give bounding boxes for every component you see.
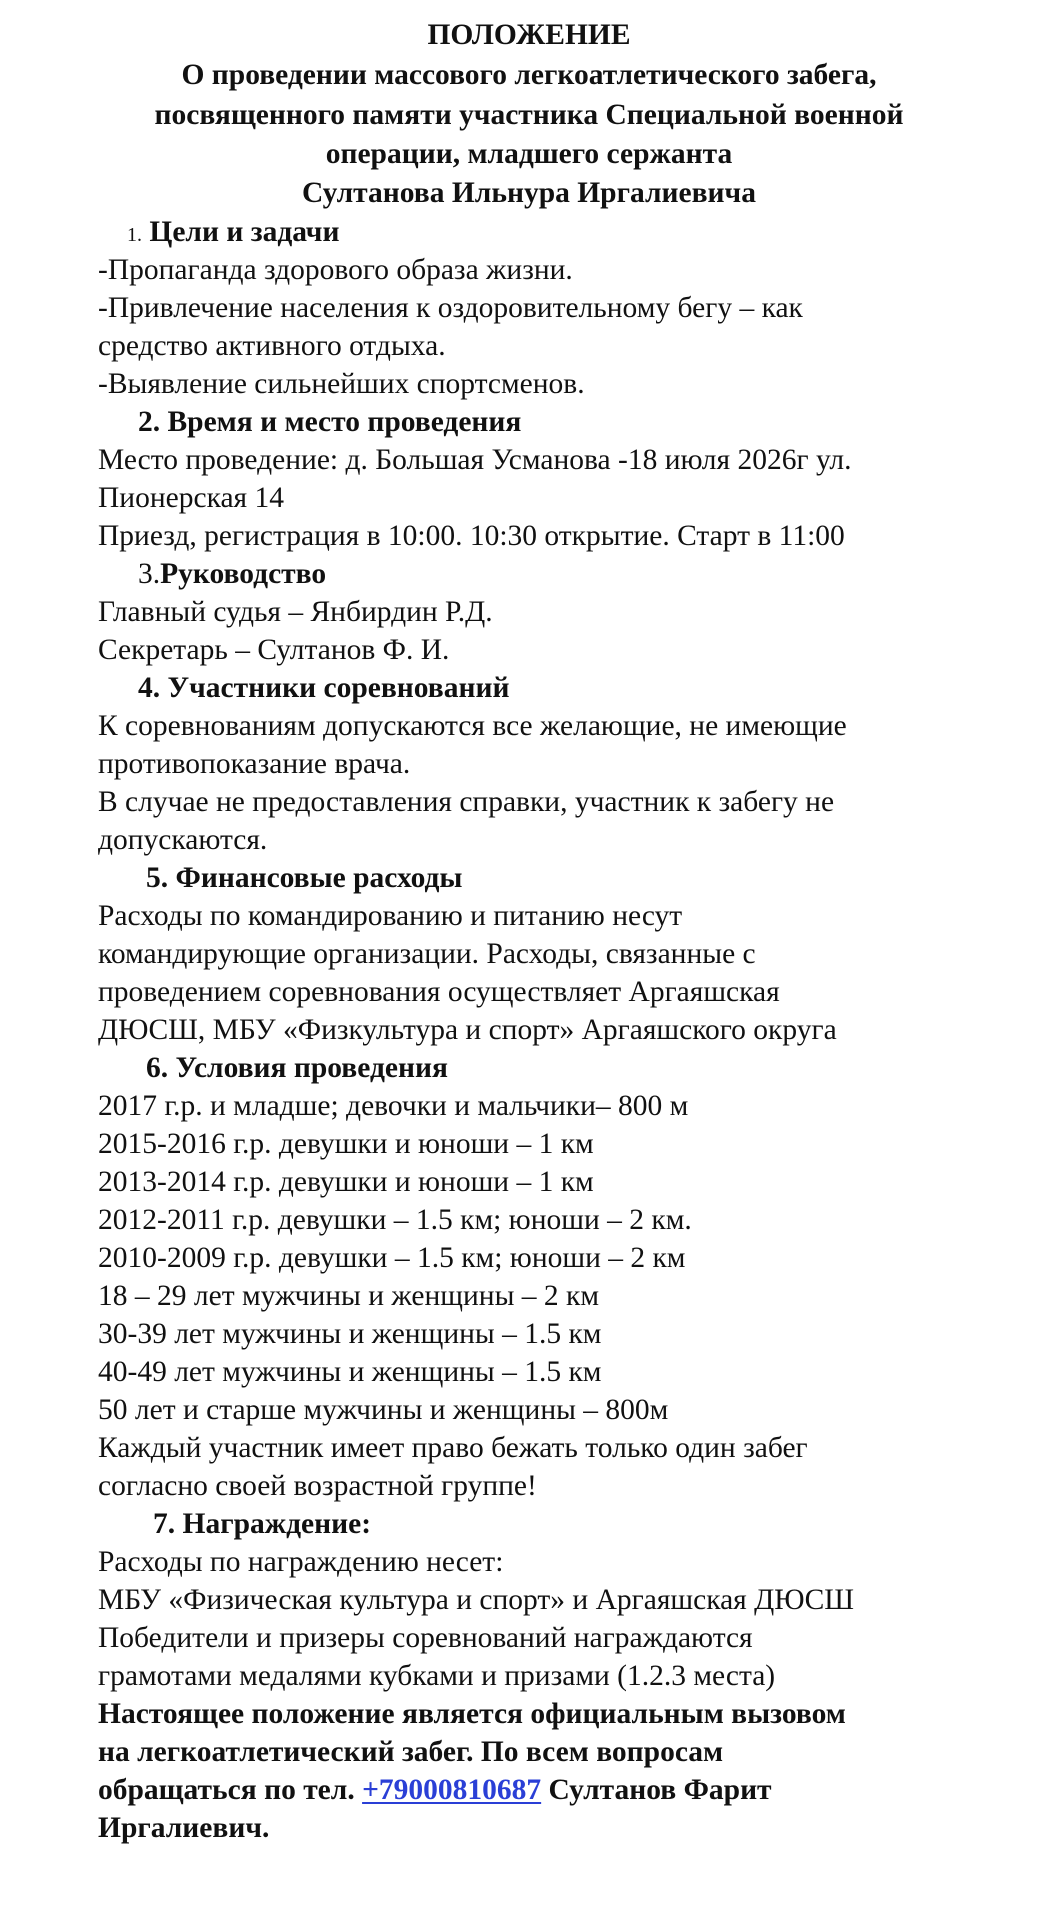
- condition-line: 2010-2009 г.р. девушки – 1.5 км; юноши – 2 км: [98, 1242, 686, 1274]
- section-heading-time-place: 2. Время и место проведения: [138, 406, 522, 438]
- text-line: Приезд, регистрация в 10:00. 10:30 открытие. Старт в 11:00: [98, 520, 845, 552]
- text-line: Пионерская 14: [98, 482, 284, 514]
- text-line: средство активного отдыха.: [98, 330, 446, 362]
- text-line: проведением соревнования осуществляет Аргаяшская: [98, 976, 780, 1008]
- condition-line: 30-39 лет мужчины и женщины – 1.5 км: [98, 1318, 602, 1350]
- text-line: К соревнованиям допускаются все желающие, не имеющие: [98, 710, 847, 742]
- text-line: Главный судья – Янбирдин Р.Д.: [98, 596, 493, 628]
- subtitle-line: О проведении массового легкоатлетического забега,: [181, 59, 877, 91]
- text-line: МБУ «Физическая культура и спорт» и Аргаяшская ДЮСШ: [98, 1584, 855, 1616]
- text-line: командирующие организации. Расходы, связанные с: [98, 938, 756, 970]
- condition-line: 18 – 29 лет мужчины и женщины – 2 км: [98, 1280, 600, 1312]
- contact-prefix: обращаться по тел.: [98, 1774, 363, 1806]
- text-line: Место проведение: д. Большая Усманова -18 июля 2026г ул.: [98, 444, 852, 476]
- condition-line: 50 лет и старше мужчины и женщины – 800м: [98, 1394, 669, 1426]
- text-line: противопоказание врача.: [98, 748, 411, 780]
- closing-line: Иргалиевич.: [98, 1812, 270, 1844]
- section-number: 1.: [127, 224, 142, 246]
- text-line: В случае не предоставления справки, участник к забегу не: [98, 786, 835, 818]
- text-line: Каждый участник имеет право бежать только один забег: [98, 1432, 808, 1464]
- closing-line: Настоящее положение является официальным вызовом: [98, 1698, 846, 1730]
- condition-line: 2017 г.р. и младше; девочки и мальчики– 800 м: [98, 1090, 689, 1122]
- subtitle-line: операции, младшего сержанта: [325, 138, 733, 170]
- text-line: -Выявление сильнейших спортсменов.: [98, 368, 585, 400]
- text-line: Секретарь – Султанов Ф. И.: [98, 634, 450, 666]
- condition-line: 2015-2016 г.р. девушки и юноши – 1 км: [98, 1128, 594, 1160]
- closing-line: на легкоатлетический забег. По всем вопросам: [98, 1736, 724, 1768]
- text-line: -Привлечение населения к оздоровительному бегу – как: [98, 292, 803, 324]
- text-line: ДЮСШ, МБУ «Физкультура и спорт» Аргаяшского округа: [98, 1014, 837, 1046]
- section-heading-awards: 7. Награждение:: [153, 1508, 372, 1540]
- text-line: согласно своей возрастной группе!: [98, 1470, 537, 1502]
- section-title: Цели и задачи: [149, 216, 340, 248]
- document-title: ПОЛОЖЕНИЕ: [427, 19, 631, 51]
- text-line: Расходы по командированию и питанию несут: [98, 900, 683, 932]
- subtitle-line: посвященного памяти участника Специальной военной: [154, 99, 904, 131]
- section-heading-conditions: 6. Условия проведения: [146, 1052, 448, 1084]
- section-title: Руководство: [160, 558, 327, 590]
- condition-line: 2012-2011 г.р. девушки – 1.5 км; юноши – 2 км.: [98, 1204, 692, 1236]
- section-heading-finances: 5. Финансовые расходы: [146, 862, 463, 894]
- condition-line: 40-49 лет мужчины и женщины – 1.5 км: [98, 1356, 602, 1388]
- section-heading-management: [138, 555, 1058, 593]
- text-line: -Пропаганда здорового образа жизни.: [98, 254, 573, 286]
- text-line: допускаются.: [98, 824, 268, 856]
- text-line: Расходы по награждению несет:: [98, 1546, 504, 1578]
- phone-link[interactable]: +79000810687: [362, 1774, 542, 1806]
- section-heading-goals: [127, 213, 1047, 251]
- contact-name: Султанов Фарит: [541, 1774, 772, 1806]
- condition-line: 2013-2014 г.р. девушки и юноши – 1 км: [98, 1166, 594, 1198]
- text-line: грамотами медалями кубками и призами (1.2.3 места): [98, 1660, 776, 1692]
- closing-contact-line: [98, 1771, 1018, 1809]
- text-line: Победители и призеры соревнований награждаются: [98, 1622, 753, 1654]
- section-number: 3.: [138, 558, 161, 590]
- subtitle-line: Султанова Ильнура Иргалиевича: [302, 177, 756, 209]
- section-heading-participants: 4. Участники соревнований: [138, 672, 510, 704]
